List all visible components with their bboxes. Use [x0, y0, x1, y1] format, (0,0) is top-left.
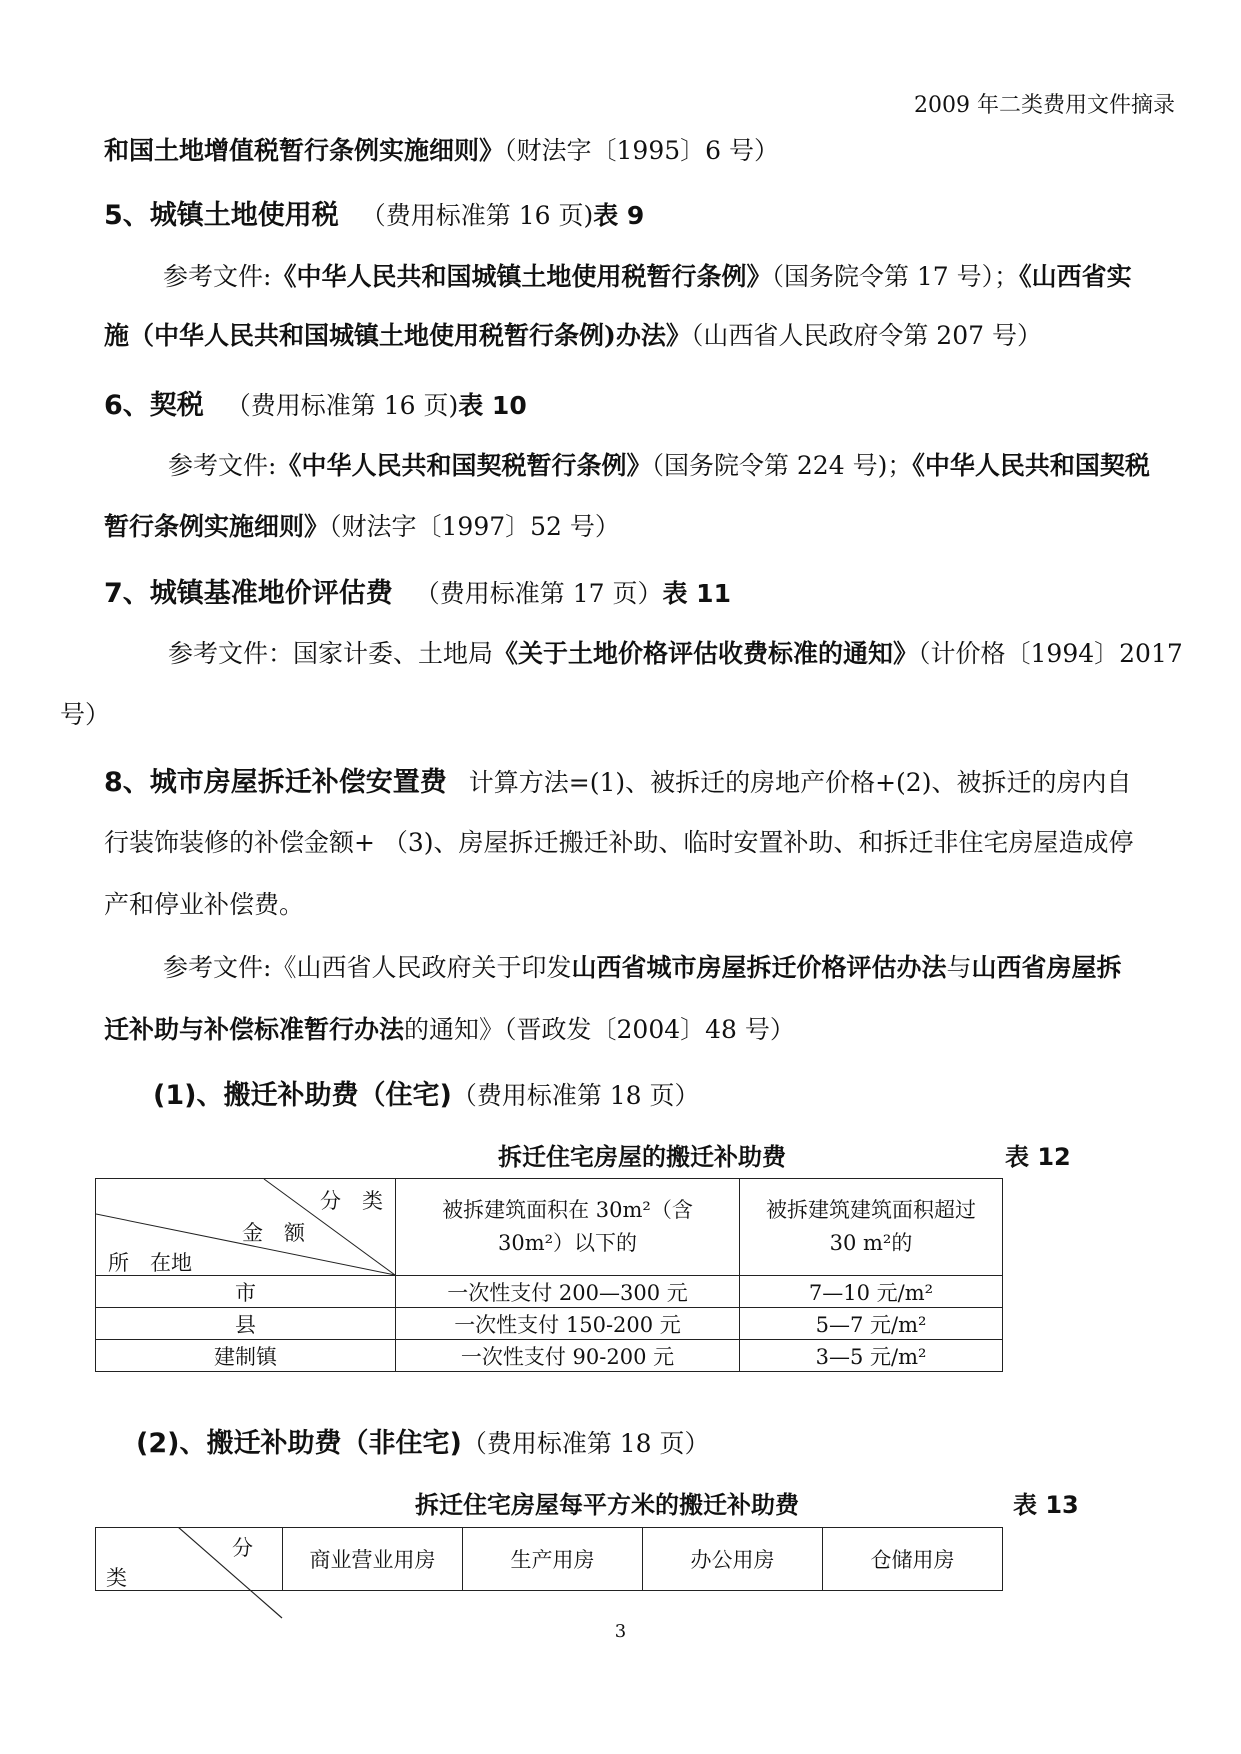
calc-method: 计算方法=(1)、被拆迁的房地产价格+(2)、被拆迁的房内自 [468, 768, 1132, 797]
corner-label-category-top: 分 [232, 1536, 253, 1560]
section-page-ref: （费用标准第 16 页) [225, 391, 459, 420]
table-row [96, 1308, 1003, 1340]
section-5-reference [163, 257, 1132, 293]
subsection-page-ref: （费用标准第 18 页） [461, 1429, 710, 1458]
law-number: （财法字〔1995〕6 号） [504, 136, 779, 165]
subsection-title: (2)、搬迁补助费（非住宅) [136, 1428, 462, 1459]
calc-method-line3: 产和停业补偿费。 [104, 890, 305, 919]
reference-label: 参考文件: [163, 262, 272, 291]
column-header: 办公用房 [643, 1528, 823, 1591]
column-header: 仓储用房 [823, 1528, 1003, 1591]
corner-label-category: 分 类 [320, 1189, 383, 1213]
page-number: 3 [614, 1621, 627, 1642]
section-6-reference-cont [104, 507, 620, 543]
law-title: 和国土地增值税暂行条例实施细则》 [104, 136, 505, 165]
reference-doc: 山西省房屋拆 [971, 953, 1122, 982]
cell-place: 市 [96, 1276, 396, 1308]
table-13-diagonal-line [178, 1527, 288, 1623]
cell-amount-small: 一次性支付 90-200 元 [396, 1340, 740, 1372]
corner-label-amount: 金 额 [242, 1221, 305, 1245]
cell-place: 县 [96, 1308, 396, 1340]
reference-doc: 《中华人民共和国城镇土地使用税暂行条例》 [271, 262, 772, 291]
section-7-reference-cont: 号） [60, 700, 111, 729]
reference-note: （财法字〔1997〕52 号） [329, 512, 620, 541]
reference-note: （山西省人民政府令第 207 号） [690, 321, 1042, 350]
section-title: 7、城镇基准地价评估费 [104, 578, 393, 609]
table-ref: 表 11 [662, 579, 731, 608]
section-title: 6、契税 [104, 390, 204, 421]
section-7-heading [104, 571, 731, 610]
section-5-reference-cont [104, 316, 1042, 352]
cell-place: 建制镇 [96, 1340, 396, 1372]
section-title: 8、城市房屋拆迁补偿安置费 [104, 767, 447, 798]
section-8-reference-cont [104, 1010, 795, 1046]
subsection-title: (1)、搬迁补助费（住宅) [153, 1080, 452, 1111]
table-13-caption: 拆迁住宅房屋每平方米的搬迁补助费 [415, 1490, 799, 1519]
cell-amount-large: 7—10 元/m² [740, 1276, 1003, 1308]
cell-amount-small: 一次性支付 150-200 元 [396, 1308, 740, 1340]
reference-note: 的通知》（晋政发〔2004〕48 号） [404, 1015, 795, 1044]
reference-label: 参考文件: [168, 451, 277, 480]
column-header: 被拆建筑建筑面积超过 30 m²的 [740, 1179, 1003, 1276]
table-row [96, 1276, 1003, 1308]
corner-label-category-bottom: 类 [106, 1566, 127, 1590]
column-header: 被拆建筑面积在 30m²（含 30m²）以下的 [396, 1179, 740, 1276]
reference-note: 与 [946, 953, 972, 982]
reference-note: （计价格〔1994〕2017 [918, 639, 1183, 668]
reference-doc: 《中华人民共和国契税暂行条例》 [276, 451, 652, 480]
reference-note: （国务院令第 17 号）； [771, 262, 1020, 291]
section-6-reference [168, 446, 1150, 482]
reference-note: 《山西省人民政府关于印发 [271, 953, 572, 982]
reference-doc: 《山西省实 [1019, 262, 1132, 291]
section-5-heading [104, 193, 644, 232]
reference-label: 参考文件: [163, 953, 272, 982]
column-header: 生产用房 [463, 1528, 643, 1591]
paragraph-continuation [104, 131, 779, 167]
calc-method-line2: 行装饰装修的补偿金额+ （3)、房屋拆迁搬迁补助、临时安置补助、和拆迁非住宅房屋造成停 [104, 828, 1134, 857]
section-7-reference [168, 634, 1183, 670]
cell-amount-large: 5—7 元/m² [740, 1308, 1003, 1340]
cell-amount-large: 3—5 元/m² [740, 1340, 1003, 1372]
section-page-ref: （费用标准第 17 页） [414, 579, 663, 608]
section-8-reference [163, 948, 1122, 984]
table-ref: 表 9 [593, 201, 645, 230]
table-ref: 表 10 [458, 391, 527, 420]
subsection-2-heading [136, 1421, 710, 1460]
corner-label-location: 所 在地 [108, 1251, 192, 1275]
reference-label: 参考文件：国家计委、土地局 [168, 639, 494, 668]
section-6-heading [104, 383, 527, 422]
reference-doc: 迁补助与补偿标准暂行办法 [104, 1015, 405, 1044]
reference-doc: 施（中华人民共和国城镇土地使用税暂行条例)办法》 [104, 321, 691, 350]
table-13-number: 表 13 [1013, 1491, 1079, 1519]
cell-amount-small: 一次性支付 200—300 元 [396, 1276, 740, 1308]
reference-note: （国务院令第 224 号)； [651, 451, 913, 480]
table-row [96, 1340, 1003, 1372]
section-page-ref: （费用标准第 16 页) [360, 201, 594, 230]
running-header: 2009 年二类费用文件摘录 [914, 93, 1175, 118]
reference-doc: 山西省城市房屋拆迁价格评估办法 [571, 953, 947, 982]
column-header: 商业营业用房 [283, 1528, 463, 1591]
table-12-number: 表 12 [1005, 1143, 1071, 1171]
subsection-page-ref: （费用标准第 18 页） [451, 1081, 700, 1110]
reference-doc: 《中华人民共和国契税 [912, 451, 1150, 480]
section-title: 5、城镇土地使用税 [104, 200, 339, 231]
subsection-1-heading [153, 1073, 700, 1112]
corner-header-cell [96, 1179, 396, 1276]
table-12 [95, 1178, 1003, 1372]
table-12-caption: 拆迁住宅房屋的搬迁补助费 [498, 1142, 786, 1171]
section-8-heading [104, 760, 1131, 799]
reference-doc: 暂行条例实施细则》 [104, 512, 330, 541]
reference-doc: 《关于土地价格评估收费标准的通知》 [493, 639, 919, 668]
